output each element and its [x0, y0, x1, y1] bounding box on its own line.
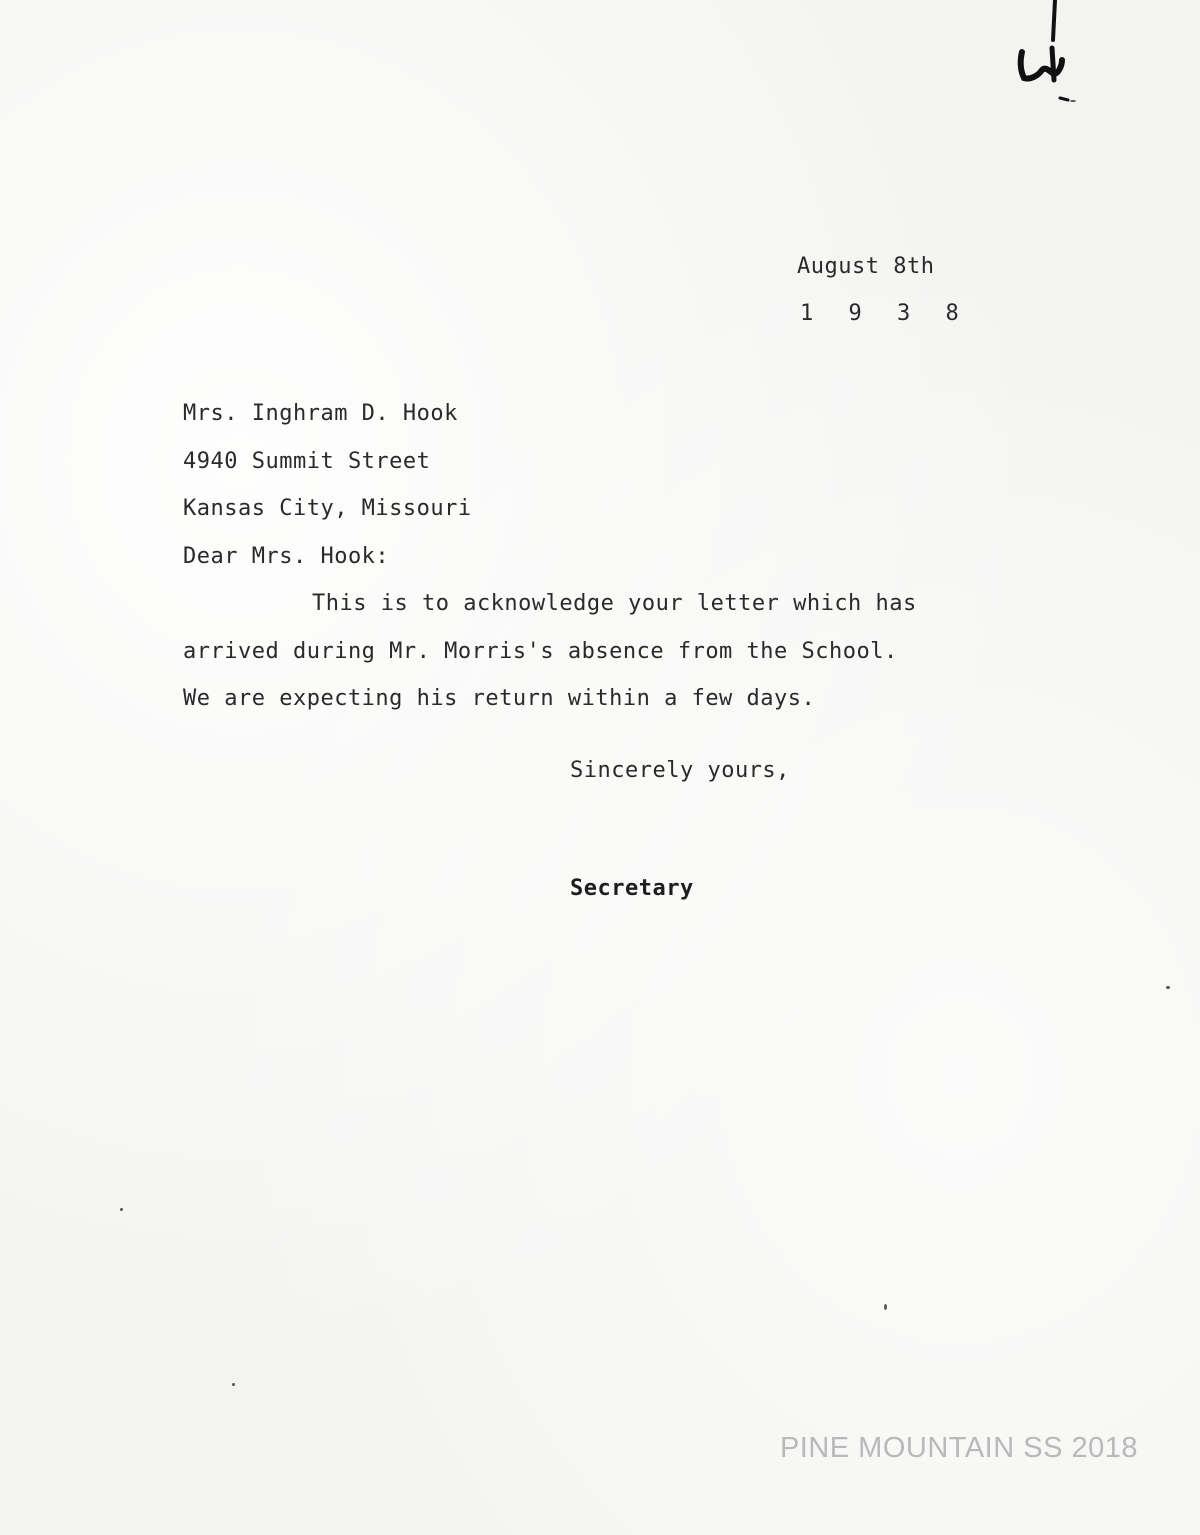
body-line-1: This is to acknowledge your letter which has	[312, 591, 917, 616]
body-line-2: arrived during Mr. Morris's absence from the School.	[183, 639, 898, 664]
paper-speck	[884, 1304, 887, 1310]
body-line-3: We are expecting his return within a few days.	[183, 686, 816, 711]
salutation: Dear Mrs. Hook:	[183, 544, 390, 569]
handwritten-initials-mark	[1008, 0, 1078, 110]
paper-speck	[1166, 986, 1170, 989]
closing: Sincerely yours,	[570, 758, 790, 783]
paper-speck	[1070, 100, 1076, 102]
recipient-name: Mrs. Inghram D. Hook	[183, 401, 458, 426]
paper-speck	[232, 1383, 235, 1386]
paper-speck	[120, 1208, 123, 1211]
recipient-city: Kansas City, Missouri	[183, 496, 472, 521]
recipient-street: 4940 Summit Street	[183, 449, 431, 474]
archive-watermark: PINE MOUNTAIN SS 2018	[779, 1432, 1138, 1464]
signature-title: Secretary	[570, 876, 694, 901]
date-line: August 8th	[797, 254, 935, 279]
date-year: 1 9 3 8	[800, 301, 970, 326]
